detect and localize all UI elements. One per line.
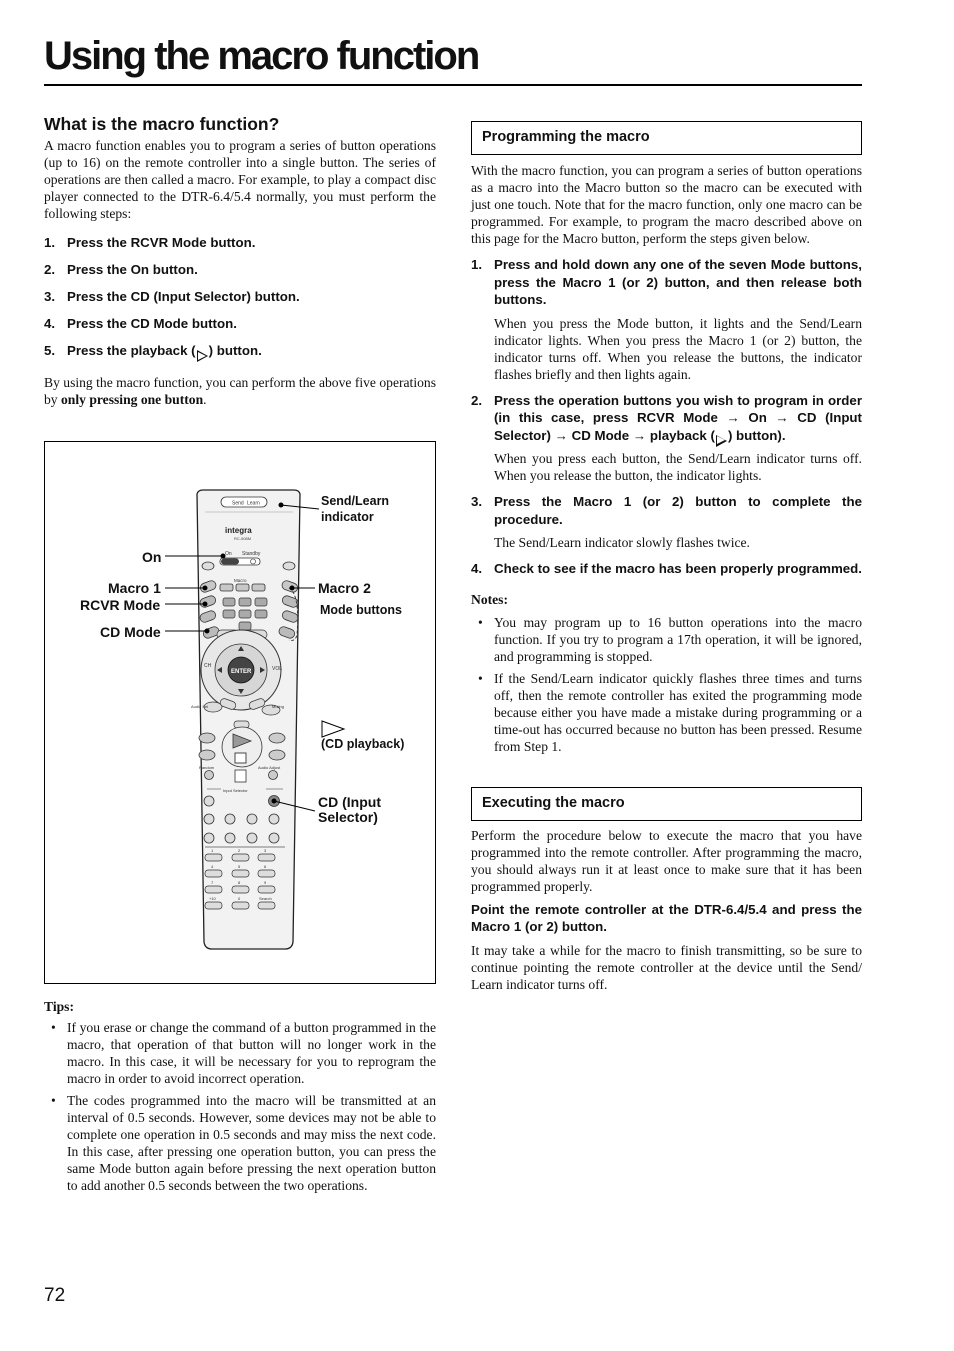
example-step: 5. Press the playback ( ) button. [44,343,262,358]
note-item: • If the Send/Learn indicator quickly flashes three times and turns off, then the remote controller has exited the programming mode because either you have made a mistake during programming or a time-out has occurred because no button has been pressed. Resume from Step 1. [478,670,862,754]
programming-step: 4. Check to see if the macro has been properly programmed. [471,561,862,576]
tips-title: Tips: [44,999,74,1014]
svg-text:2: 2 [238,848,241,853]
svg-text:On: On [225,551,232,557]
what-is-heading: What is the macro function? [44,114,280,134]
example-step: 4. Press the CD Mode button. [44,316,237,331]
tip-item: • If you erase or change the command of a button programmed in the macro, that operation of that button will no longer work in the macro. In this case, it will be necessary for you to reprogram the macro in order to avoid incorrect operation. [51,1020,436,1086]
svg-text:8: 8 [238,880,241,885]
svg-text:integra: integra [225,526,252,535]
executing-intro: Perform the procedure below to execute the macro that you have programmed into the remote controller. After programming the macro, you should always run it at least once to make sure that it has been programmed properly. [471,827,862,894]
tips-list [44,1019,436,1194]
svg-text:CH: CH [204,663,212,669]
executing-instruction: Point the remote controller at the DTR-6.4/5.4 and press the Macro 1 (or 2) button. [471,901,862,934]
label-mode-buttons: Mode buttons [320,603,402,617]
label-on: On [142,549,162,565]
programming-intro: With the macro function, you can program a series of button operations as a macro into the Macro button so the macro can be executed with just one touch. Note that for the macro function, only one macro can be programmed. For example, to program the macro described above on this page for the Macro button, perform the steps given below. [471,163,862,246]
svg-text:Random: Random [199,765,215,770]
executing-heading: Executing the macro [471,787,862,821]
svg-text:0: 0 [238,896,241,901]
remote-figure [44,441,436,984]
tip-item: • The codes programmed into the macro will be transmitted at an interval of 0.5 seconds. However, some devices may not be able to complete one operation in 0.5 seconds and may miss the next code. In this case, after pressing one operation button, you can press the same Mode button again before pressing the next operation button to add another 0.5 seconds between the two operations. [51,1093,436,1193]
label-macro1: Macro 1 [108,580,161,596]
example-step: 3. Press the CD (Input Selector) button. [44,289,300,304]
svg-text:7: 7 [211,880,214,885]
label-cd-mode: CD Mode [100,624,161,640]
svg-text:5: 5 [238,864,241,869]
svg-text:1: 1 [211,848,214,853]
page-number: 72 [44,1285,66,1306]
svg-text:Input Selector: Input Selector [223,788,248,793]
right-column [471,121,862,993]
tips-section [44,999,436,1199]
svg-text:Muting: Muting [272,704,285,709]
svg-text:RC-508M: RC-508M [234,536,252,541]
label-cd-input: CD (Input Selector) [318,794,381,825]
left-column [44,114,436,408]
svg-text:Send: Send [232,500,244,507]
example-steps [44,234,436,360]
programming-step: 1. Press and hold down any one of the seven Mode buttons, press the Macro 1 (or 2) button, and then release both buttons. When you press the Mode button, it lights and the Send/Learn indicator lights. When you press the Macro 1 (or 2) button, the indicator turns off. When you release the buttons, the indicator flashes briefly and then lights again. [471,257,862,382]
svg-text:Macro: Macro [234,578,247,583]
label-rcvr-mode: RCVR Mode [80,597,161,613]
label-send-learn: Send/Learn indicator [321,494,390,524]
programming-steps [471,256,862,578]
notes-title: Notes: [471,591,508,607]
svg-text:Search: Search [259,896,272,901]
svg-text:9: 9 [264,880,267,885]
title-rule [44,84,862,86]
svg-text:Learn: Learn [247,500,260,507]
programming-step: 3. Press the Macro 1 (or 2) button to complete the procedure. The Send/Learn indicator slowly flashes twice. [471,494,862,550]
example-step: 1. Press the RCVR Mode button. [44,235,256,250]
note-item: • You may program up to 16 button operations into the macro function. If you try to program a 17th operation, it will be ignored, and programming is stopped. [478,614,862,664]
svg-text:3: 3 [264,848,267,853]
programming-step: 2. Press the operation buttons you wish to program in order (in this case, press RCVR Mode → On → CD (Input Selector) → CD Mode → playback ( ) button). When you press each button, the Send/Learn indicator turns off. When you release the button, the indicator lights. [471,392,862,483]
what-is-intro: A macro function enables you to program a series of button operations (up to 16) on the remote controller into a single button. The series of operations are then called a macro. For example, to play a compact disc player connected to the DTR-6.4/5.4 normally, you must perform the following steps: [44,138,436,221]
example-step: 2. Press the On button. [44,262,198,277]
label-cd-playback: (CD playback) [321,737,405,751]
svg-text:VOL: VOL [272,666,283,672]
label-macro2: Macro 2 [318,580,371,596]
programming-heading: Programming the macro [471,121,862,155]
svg-text:Audio Adjust: Audio Adjust [258,765,281,770]
svg-text:4: 4 [211,864,214,869]
summary-paragraph: By using the macro function, you can perform the above five operations by only pressing one button. [44,374,436,407]
svg-text:6: 6 [264,864,267,869]
svg-text:Audio Sel: Audio Sel [191,704,209,709]
svg-text:Standby: Standby [242,551,261,557]
page-title: Using the macro function [44,34,479,78]
notes-list [471,614,862,755]
svg-text:ENTER: ENTER [231,669,252,675]
svg-text:+10: +10 [209,896,216,901]
executing-note: It may take a while for the macro to finish transmitting, so be sure to continue pointing the remote controller at the device until the Send/ Learn indicator turns off. [471,942,862,992]
